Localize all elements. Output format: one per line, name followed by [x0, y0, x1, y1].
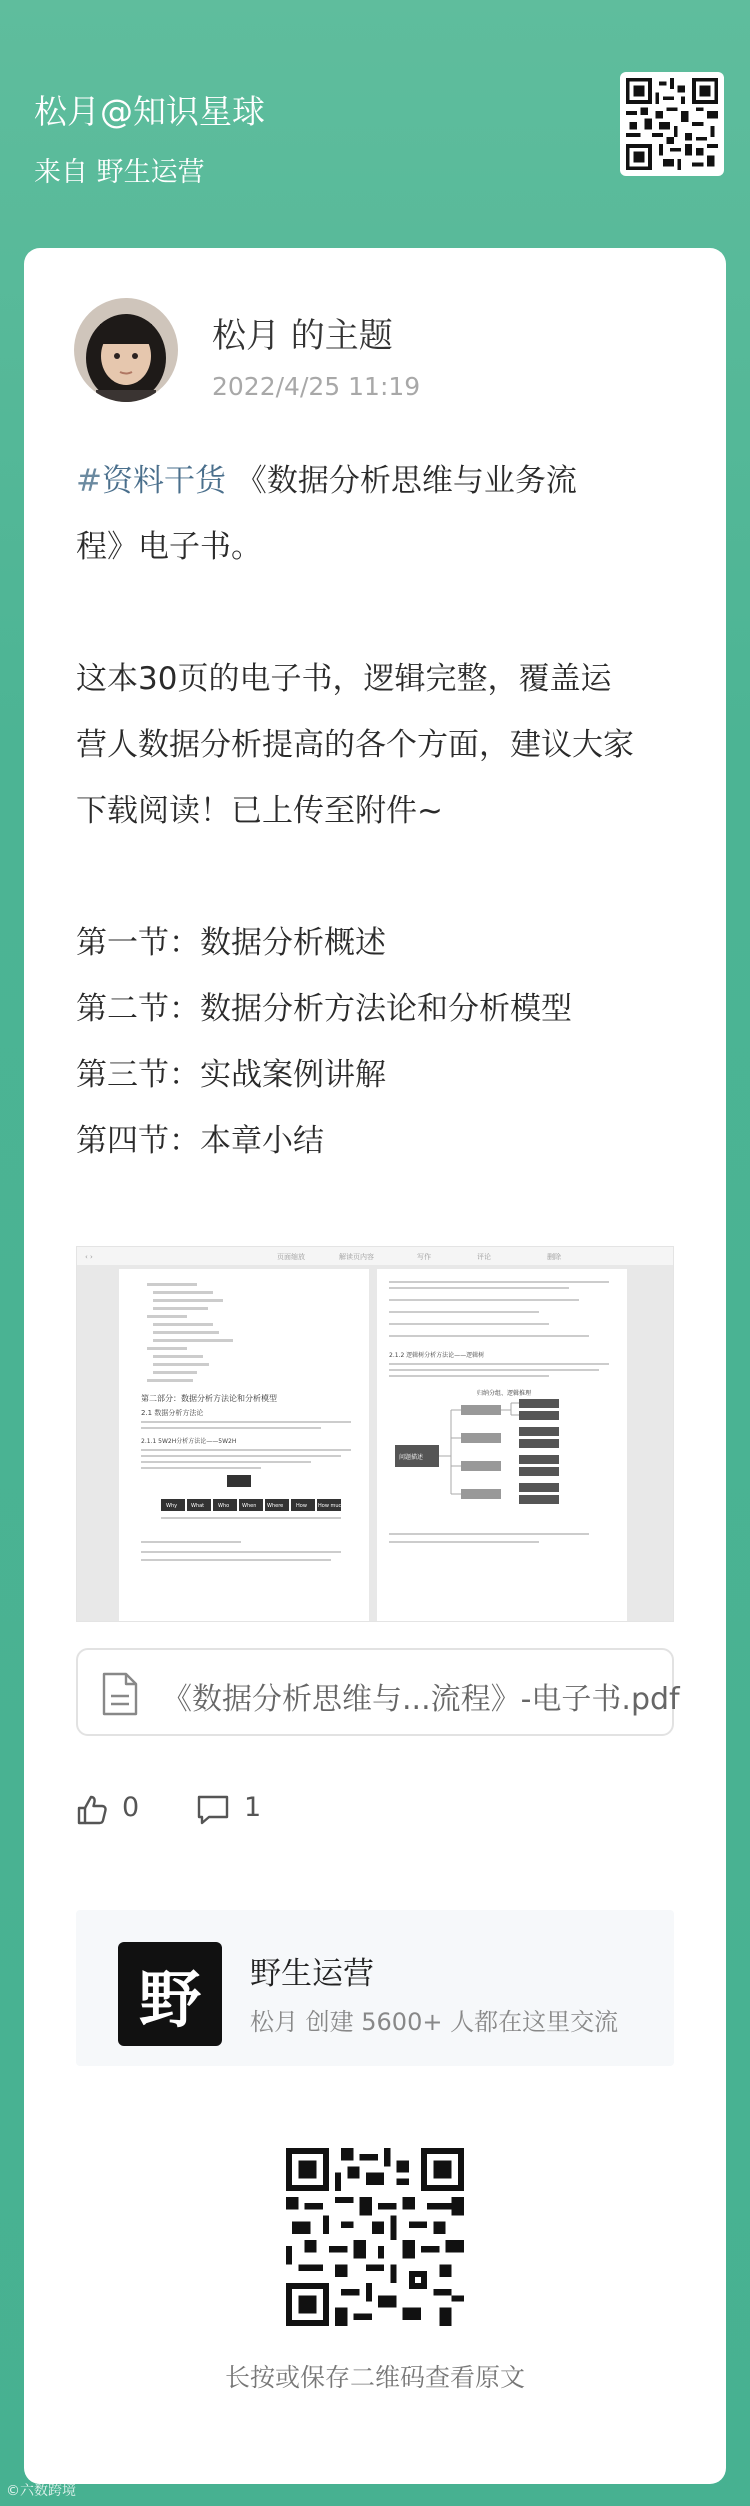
toolbar-item: 解读页内容	[339, 1253, 374, 1261]
qr-code-icon	[626, 78, 718, 170]
document-icon	[102, 1672, 138, 1716]
diagram-label: When	[242, 1503, 257, 1509]
post-card	[24, 248, 726, 2484]
section-item: 第一节：数据分析概述	[76, 925, 386, 961]
header-title: 松月@知识星球	[34, 92, 265, 131]
section-item: 第二节：数据分析方法论和分析模型	[76, 991, 572, 1027]
preview-subheading: 2.1 数据分析方法论	[141, 1409, 204, 1417]
tree-root-label: 问题描述	[399, 1454, 424, 1461]
svg-text:‹ ›: ‹ ›	[85, 1253, 93, 1261]
intro-text: 《数据分析思维与业务流	[225, 463, 577, 499]
intro-line-2: 程》电子书。	[76, 529, 262, 565]
like-count: 0	[122, 1792, 140, 1823]
qr-caption: 长按或保存二维码查看原文	[224, 2363, 525, 2392]
post-date: 2022/4/25 11:19	[212, 372, 421, 401]
diagram-label: How	[296, 1503, 307, 1509]
avatar[interactable]	[74, 298, 178, 402]
group-logo: 野	[118, 1942, 222, 2046]
attachment-file-card[interactable]	[76, 1648, 680, 1736]
thumbs-up-icon[interactable]	[76, 1794, 108, 1826]
group-card[interactable]	[76, 1910, 674, 2066]
footer-qr-code-icon[interactable]	[286, 2148, 464, 2326]
diagram-label: Who	[218, 1503, 230, 1509]
section-item: 第三节：实战案例讲解	[76, 1057, 386, 1093]
preview-subheading: 2.1.2 逻辑树分析方法论——逻辑树	[389, 1352, 485, 1359]
header-qr-code-icon	[620, 72, 724, 176]
watermark: ©六数跨境	[6, 2483, 76, 2499]
desc-line-1: 这本30页的电子书，逻辑完整，覆盖运	[76, 661, 612, 697]
desc-line-3: 下载阅读！已上传至附件~	[76, 793, 443, 829]
comment-icon[interactable]	[196, 1794, 230, 1826]
group-name: 野生运营	[250, 1956, 374, 1992]
section-item: 第四节：本章小结	[76, 1123, 324, 1159]
qr-code-icon	[286, 2148, 464, 2326]
author-name[interactable]: 松月 的主题	[212, 316, 393, 356]
comment-count: 1	[244, 1792, 262, 1823]
diagram-label: How much	[318, 1503, 345, 1509]
preview-subheading: 2.1.1 5W2H分析方法论——5W2H	[141, 1438, 237, 1445]
toolbar-item: 删除	[547, 1253, 561, 1261]
desc-line-2: 营人数据分析提高的各个方面，建议大家	[76, 727, 634, 763]
intro-line-1	[76, 448, 676, 514]
toolbar-item: 写作	[417, 1253, 431, 1261]
attachment-preview-image[interactable]	[76, 1246, 674, 1622]
pdf-preview	[77, 1247, 674, 1622]
hashtag-symbol: #	[76, 463, 102, 499]
diagram-label: Why	[166, 1503, 178, 1509]
diagram-label: What	[191, 1503, 205, 1509]
attachment-file-name: 《数据分析思维与...流程》-电子书.pdf	[162, 1682, 680, 1717]
post-body	[76, 448, 676, 1174]
hashtag-link[interactable]: 资料干货	[101, 463, 226, 499]
toolbar-item: 评论	[477, 1253, 491, 1261]
header-source[interactable]: 来自 野生运营	[34, 157, 205, 188]
tree-mid-label: 归纳分组、逻辑推理	[477, 1390, 532, 1397]
group-meta: 松月 创建 5600+ 人都在这里交流	[250, 2008, 619, 2036]
preview-heading: 第二部分：数据分析方法论和分析模型	[141, 1394, 277, 1403]
toolbar-item: 页面缩放	[277, 1253, 305, 1261]
diagram-label: Where	[267, 1503, 284, 1509]
